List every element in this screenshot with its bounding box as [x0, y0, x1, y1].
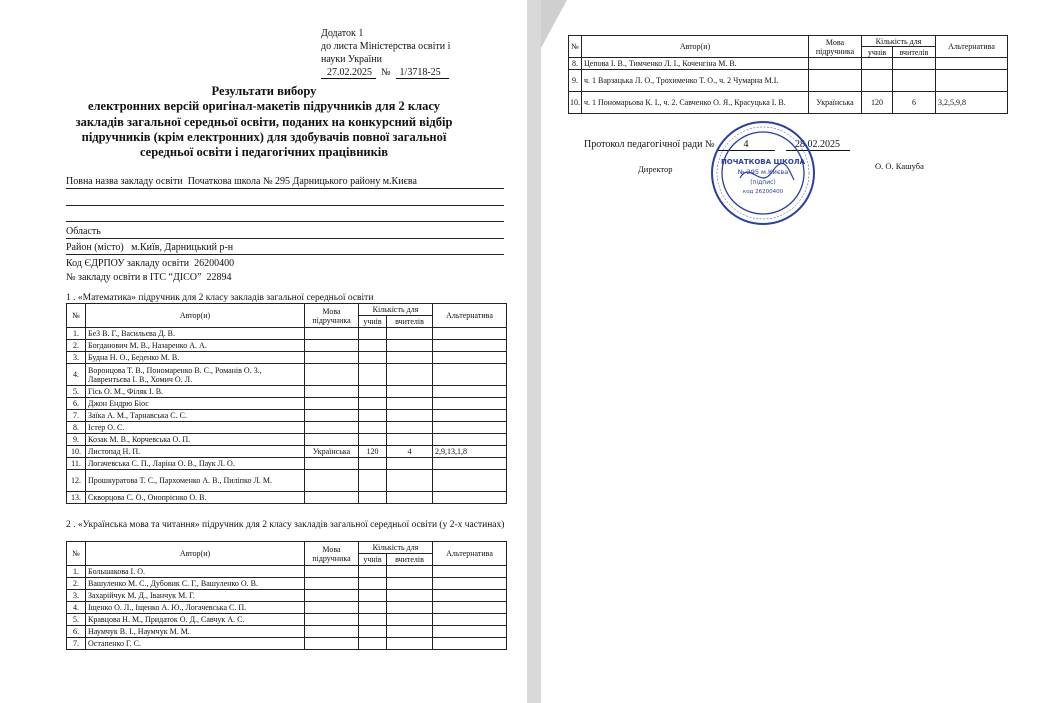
cell-author: ч. 1 Варзацька Л. О., Трохименко Т. О., ч. 2 Чумарна М.І.	[582, 70, 809, 92]
cell-no: 6.	[67, 398, 86, 410]
rule-line	[66, 254, 504, 255]
cell-students	[359, 626, 387, 638]
cell-students	[359, 578, 387, 590]
school-name-row	[66, 176, 417, 188]
cell-language	[305, 352, 359, 364]
edrpou-label: Код ЄДРПОУ закладу освіти	[66, 258, 190, 269]
cell-alternative	[433, 492, 507, 504]
cell-teachers	[387, 614, 433, 626]
cell-author: Гісь О. М., Філяк І. В.	[86, 386, 305, 398]
cell-language	[305, 578, 359, 590]
col-header-quantity: Кількість для	[862, 36, 936, 47]
cell-language	[305, 470, 359, 492]
cell-author: Кравцова Н. М., Придаток О. Д., Савчук А. С.	[86, 614, 305, 626]
col-header-no: №	[569, 36, 582, 58]
cell-alternative	[433, 470, 507, 492]
cell-alternative	[936, 58, 1008, 70]
school-stamp-seal	[710, 120, 816, 226]
cell-language	[305, 638, 359, 650]
cell-teachers: 6	[893, 92, 936, 114]
title-line-1: Результати вибору	[211, 84, 317, 98]
cell-language	[305, 590, 359, 602]
cell-no: 11.	[67, 458, 86, 470]
table-row	[67, 470, 507, 492]
cell-alternative	[433, 458, 507, 470]
cell-author: Захарійчук М. Д., Іванчук М. Г.	[86, 590, 305, 602]
cell-students	[359, 386, 387, 398]
cell-language	[305, 422, 359, 434]
col-header-language: Мова підручника	[305, 304, 359, 328]
cell-no: 1.	[67, 566, 86, 578]
col-header-alternative: Альтернатива	[433, 542, 507, 566]
district-row	[66, 242, 233, 254]
col-header-quantity: Кількість для	[359, 304, 433, 316]
cell-students	[359, 566, 387, 578]
letter-date: 27.02.2025	[321, 67, 376, 79]
col-header-students: учнів	[359, 316, 387, 328]
cell-no: 4.	[67, 364, 86, 386]
cell-author: Остапенко Г. С.	[86, 638, 305, 650]
section-1-title: 1 . «Математика» підручник для 2 класу закладів загальної середньої освіти	[66, 293, 374, 303]
cell-language	[305, 386, 359, 398]
stamp-school: ПОЧАТКОВА ШКОЛА	[720, 158, 806, 166]
cell-teachers	[387, 492, 433, 504]
table-row	[569, 92, 1008, 114]
cell-language	[305, 364, 359, 386]
table-row	[67, 398, 507, 410]
school-name-value: Початкова школа № 295 Дарницького району м.Києва	[187, 176, 417, 187]
col-header-students: учнів	[862, 47, 893, 58]
cell-author: Листопад Н. П.	[86, 446, 305, 458]
edrpou-value: 26200400	[194, 258, 235, 269]
cell-teachers	[387, 340, 433, 352]
cell-no: 6.	[67, 626, 86, 638]
cell-author: Джон Ендрю Біос	[86, 398, 305, 410]
cell-alternative	[433, 578, 507, 590]
cell-language	[305, 614, 359, 626]
cell-students	[359, 458, 387, 470]
cell-author: БеЗ В. Г., Васильєва Д. В.	[86, 328, 305, 340]
cell-teachers	[387, 626, 433, 638]
cell-teachers	[387, 638, 433, 650]
cell-alternative	[433, 614, 507, 626]
letter-reference	[321, 66, 450, 79]
cell-author: Богданович М. В., Назаренко А. А.	[86, 340, 305, 352]
cell-students: 120	[359, 446, 387, 458]
cell-teachers	[387, 410, 433, 422]
title-line-2: електронних версій оригінал-макетів підручників для 2 класу	[87, 99, 441, 114]
cell-no: 3.	[67, 590, 86, 602]
cell-language	[305, 566, 359, 578]
col-header-alternative: Альтернатива	[433, 304, 507, 328]
cell-language	[305, 398, 359, 410]
director-name: О. О. Кашуба	[875, 161, 924, 171]
cell-teachers	[387, 578, 433, 590]
cell-no: 1.	[67, 328, 86, 340]
cell-students	[359, 410, 387, 422]
edrpou-row	[66, 258, 234, 270]
cell-no: 5.	[67, 614, 86, 626]
cell-students	[359, 434, 387, 446]
cell-author: Наумчук В. І., Наумчук М. М.	[86, 626, 305, 638]
table-row	[67, 328, 507, 340]
cell-author: Большакова І. О.	[86, 566, 305, 578]
cell-no: 4.	[67, 602, 86, 614]
cell-no: 5.	[67, 386, 86, 398]
cell-author: Будна Н. О., Беденко М. В.	[86, 352, 305, 364]
cell-alternative	[433, 422, 507, 434]
col-header-no: №	[67, 304, 86, 328]
cell-no: 10.	[67, 446, 86, 458]
cell-language	[305, 458, 359, 470]
cell-alternative	[433, 364, 507, 386]
col-header-author: Автор(и)	[86, 304, 305, 328]
cell-author: Воронцова Т. В., Пономаренко В. С., Романів О. З., Лаврентьєва І. В., Хомич О. Л.	[86, 364, 305, 386]
cell-students	[359, 492, 387, 504]
cell-students	[359, 614, 387, 626]
stamp-number: № 295 м.Києва	[737, 168, 789, 176]
cell-alternative	[936, 70, 1008, 92]
cell-no: 8.	[67, 422, 86, 434]
stamp-code: код 26200400	[742, 189, 784, 195]
ukrainian-textbook-table	[66, 541, 507, 650]
col-header-language: Мова підручника	[809, 36, 862, 58]
cell-language	[305, 492, 359, 504]
cell-alternative	[433, 328, 507, 340]
table-row	[67, 578, 507, 590]
cell-alternative	[433, 352, 507, 364]
cell-alternative	[433, 410, 507, 422]
cell-teachers	[387, 590, 433, 602]
table-row	[67, 458, 507, 470]
cell-teachers	[387, 458, 433, 470]
table-row	[67, 352, 507, 364]
cell-alternative	[433, 340, 507, 352]
cell-teachers	[387, 434, 433, 446]
cell-author: Заїка А. М., Тарнавська С. С.	[86, 410, 305, 422]
region-label: Область	[66, 226, 101, 237]
col-header-alternative: Альтернатива	[936, 36, 1008, 58]
page-fold	[541, 0, 567, 48]
addendum-line-2: до листа Міністерства освіти і	[321, 41, 451, 52]
cell-students	[359, 602, 387, 614]
cell-author: Прошкуратова Т. С., Пархоменко А. В., Пиліпко Л. М.	[86, 470, 305, 492]
its-label: № закладу освіти в ІТС “ДІСО”	[66, 272, 202, 283]
cell-alternative: 3,2,5,9,8	[936, 92, 1008, 114]
cell-students	[359, 328, 387, 340]
rule-line	[66, 188, 504, 189]
table-row	[67, 626, 507, 638]
table-row	[67, 386, 507, 398]
addendum-line-3: науки України	[321, 54, 382, 65]
cell-students	[359, 352, 387, 364]
cell-students	[359, 398, 387, 410]
cell-teachers	[387, 422, 433, 434]
table-row	[67, 614, 507, 626]
col-header-no: №	[67, 542, 86, 566]
col-header-students: учнів	[359, 554, 387, 566]
cell-students	[862, 58, 893, 70]
stamp-signature: (підпис)	[750, 179, 776, 186]
rule-line	[66, 205, 504, 206]
cell-students	[862, 70, 893, 92]
cell-language	[305, 434, 359, 446]
cell-students	[359, 364, 387, 386]
cell-alternative	[433, 626, 507, 638]
cell-author: Козак М. В., Корчевська О. П.	[86, 434, 305, 446]
cell-language	[809, 58, 862, 70]
math-textbook-table	[66, 303, 507, 504]
cell-no: 9.	[569, 70, 582, 92]
director-label: Директор	[638, 164, 673, 174]
cell-teachers	[387, 566, 433, 578]
cell-author: Вашуленко М. С., Дубовик С. Г., Вашуленко О. В.	[86, 578, 305, 590]
cell-students	[359, 340, 387, 352]
cell-alternative	[433, 602, 507, 614]
cell-language	[809, 70, 862, 92]
document-title	[60, 84, 468, 160]
cell-students	[359, 638, 387, 650]
cell-author: Скворцова С. О., Онопрієнко О. В.	[86, 492, 305, 504]
cell-students: 120	[862, 92, 893, 114]
cell-teachers	[387, 398, 433, 410]
cell-teachers	[387, 364, 433, 386]
title-line-4: підручників (крім електронних) для здобувачів повної загальної	[81, 129, 447, 144]
cell-author: ч. 1 Пономарьова К. І., ч. 2. Савченко О. Я., Красуцька І. В.	[582, 92, 809, 114]
protocol-date: 28.02.2025	[786, 139, 850, 151]
col-header-teachers: вчителів	[893, 47, 936, 58]
cell-no: 2.	[67, 340, 86, 352]
its-value: 22894	[206, 272, 232, 283]
cell-alternative	[433, 434, 507, 446]
col-header-language: Мова підручника	[305, 542, 359, 566]
cell-teachers	[387, 328, 433, 340]
cell-students	[359, 590, 387, 602]
col-header-author: Автор(и)	[86, 542, 305, 566]
col-header-author: Автор(и)	[582, 36, 809, 58]
addendum-block	[321, 27, 450, 79]
table-row	[569, 58, 1008, 70]
ukrainian-textbook-table-continued	[568, 35, 1008, 114]
number-sign: №	[381, 67, 391, 78]
table-row	[67, 364, 507, 386]
cell-alternative	[433, 590, 507, 602]
cell-language: Українська	[809, 92, 862, 114]
school-name-label: Повна назва закладу освіти	[66, 176, 183, 187]
cell-no: 9.	[67, 434, 86, 446]
cell-language	[305, 626, 359, 638]
cell-language	[305, 602, 359, 614]
table-row	[67, 638, 507, 650]
cell-teachers	[893, 58, 936, 70]
cell-no: 3.	[67, 352, 86, 364]
letter-number: 1/3718-25	[396, 67, 449, 79]
cell-alternative	[433, 638, 507, 650]
cell-students	[359, 470, 387, 492]
col-header-teachers: вчителів	[387, 554, 433, 566]
its-row	[66, 272, 231, 284]
cell-teachers: 4	[387, 446, 433, 458]
cell-no: 7.	[67, 410, 86, 422]
district-value: м.Київ, Дарницький р-н	[131, 242, 234, 253]
cell-author: Іщенко О. Л., Іщенко А. Ю., Логачевська С. П.	[86, 602, 305, 614]
cell-alternative	[433, 566, 507, 578]
cell-no: 2.	[67, 578, 86, 590]
cell-language	[305, 340, 359, 352]
cell-author: Цепова І. В., Тимченко Л. І., Коченгіна М. В.	[582, 58, 809, 70]
rule-line	[66, 221, 504, 222]
cell-alternative: 2,9,13,1,8	[433, 446, 507, 458]
cell-author: Логачевська С. П., Ларіна О. В., Паук Л. О.	[86, 458, 305, 470]
addendum-line-1: Додаток 1	[321, 28, 364, 39]
cell-language	[305, 328, 359, 340]
cell-alternative	[433, 386, 507, 398]
protocol-number: 4	[717, 139, 775, 151]
cell-no: 7.	[67, 638, 86, 650]
table-row	[569, 70, 1008, 92]
table-row	[67, 422, 507, 434]
table-row	[67, 410, 507, 422]
cell-teachers	[387, 602, 433, 614]
table-row	[67, 602, 507, 614]
table-row	[67, 590, 507, 602]
cell-teachers	[387, 386, 433, 398]
col-header-teachers: вчителів	[387, 316, 433, 328]
section-2-title: 2 . «Українська мова та читання» підручник для 2 класу закладів загальної середньої освіти (у 2-х частинах)	[66, 520, 505, 530]
district-label: Район (місто)	[66, 242, 124, 253]
cell-language	[305, 410, 359, 422]
cell-teachers	[387, 352, 433, 364]
cell-no: 13.	[67, 492, 86, 504]
title-line-5: середньої освіти і педагогічних працівників	[139, 145, 389, 160]
cell-language: Українська	[305, 446, 359, 458]
document-page-2	[541, 0, 1052, 703]
cell-teachers	[387, 470, 433, 492]
table-row	[67, 434, 507, 446]
cell-author: Істер О. С.	[86, 422, 305, 434]
cell-students	[359, 422, 387, 434]
cell-no: 10.	[569, 92, 582, 114]
table-row	[67, 446, 507, 458]
cell-teachers	[893, 70, 936, 92]
table-row	[67, 492, 507, 504]
protocol-label: Протокол педагогічної ради №	[584, 139, 715, 150]
cell-no: 8.	[569, 58, 582, 70]
cell-no: 12.	[67, 470, 86, 492]
rule-line	[66, 238, 504, 239]
table-row	[67, 566, 507, 578]
table-row	[67, 340, 507, 352]
title-line-3: закладів загальної середньої освіти, поданих на конкурсний відбір	[75, 114, 453, 129]
col-header-quantity: Кількість для	[359, 542, 433, 554]
cell-alternative	[433, 398, 507, 410]
